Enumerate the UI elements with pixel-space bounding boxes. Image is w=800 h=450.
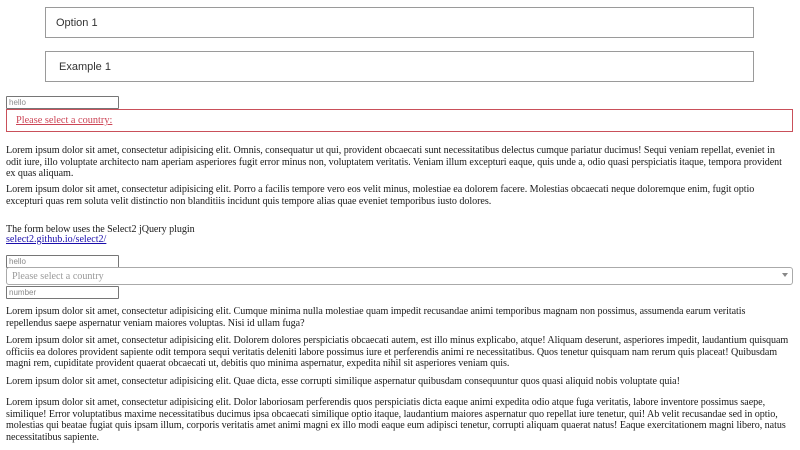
paragraph-5: Lorem ipsum dolor sit amet, consectetur adipisicing elit. Quae dicta, esse corrupti similique aspernatur quibusdam consequuntur quos quasi aliquid nobis voluptate quia!	[6, 376, 680, 387]
chevron-down-icon[interactable]	[782, 273, 788, 277]
select2-link[interactable]: select2.github.io/select2/	[6, 234, 107, 245]
paragraph-3: Lorem ipsum dolor sit amet, consectetur adipisicing elit. Cumque minima nulla molestiae quam impedit recusandae animi temporibus magnam non possimus, assumenda earum veritatis repellendus saepe aspernatur veniam maiores voluptas. Nisi id ullam fuga?	[6, 306, 746, 329]
country-select-placeholder: Please select a country	[12, 270, 104, 282]
select2-form-note: The form below uses the Select2 jQuery plugin	[6, 224, 195, 235]
option-1-box[interactable]	[45, 7, 754, 38]
option-1-label: Option 1	[56, 16, 98, 29]
country-error-box[interactable]	[6, 109, 793, 132]
paragraph-1: Lorem ipsum dolor sit amet, consectetur adipisicing elit. Omnis, consequatur ut qui, provident obcaecati sunt necessitatibus delectus cumque pariatur ducimus! Sequi veniam repellat, eveniet in odit iure, illo voluptate architecto nam aperiam asperiores fugit error minus non, voluptatem veritatis. Veniam illum excepturi eaque, quis unde a, odio quasi perspiciatis itaque, tempora provident ex quas aliquam.	[6, 145, 782, 180]
hello-input-top[interactable]	[6, 96, 119, 109]
example-1-label: Example 1	[59, 60, 111, 73]
paragraph-6: Lorem ipsum dolor sit amet, consectetur adipisicing elit. Dolor laboriosam perferendis quos perspiciatis dicta eaque animi expedita odio atque fuga veritatis, labore inventore possimus saepe, similique! Error voluptatibus maxime necessitatibus ducimus ipsa obcaecati similique optio itaque, laudantium maiores aspernatur quo repellat iure tenetur, qui! Ab velit recusandae sed in optio, molestias qui beatae fugiat quis ipsam illum, corporis veritatis amet animi magni ex illo modi eaque eum adipisci tenetur, corrupti aliquam quaerat natus! Eaque exercitationem magni libero, natus necessitatibus sapiente.	[6, 397, 786, 443]
country-select[interactable]	[6, 267, 793, 285]
paragraph-4: Lorem ipsum dolor sit amet, consectetur adipisicing elit. Dolorem dolores perspiciatis obcaecati autem, est illo minus explicabo, atque! Aliquam deserunt, asperiores impedit, laudantium quisquam officiis ea dolores provident sapiente odit tempora sequi veritatis deleniti labore possimus iure et perferendis animi re necessitatibus. Quos tenetur quisquam nam rerum quis placeat! Quibusdam magni rem, cupiditate provident quaerat obcaecati ut, debitis quo minima aspernatur, expedita nihil sit asperiores veniam quis.	[6, 335, 789, 370]
example-1-box[interactable]	[45, 51, 754, 82]
number-input[interactable]	[6, 286, 119, 299]
paragraph-2: Lorem ipsum dolor sit amet, consectetur adipisicing elit. Porro a facilis tempore vero eos velit minus, molestiae ea dolorem facere. Molestias obcaecati neque doloremque enim, fugit optio excepturi quas rem soluta velit distinctio non blanditiis incidunt quis tempore alias quae eveniet temporibus iusto dolores.	[6, 184, 755, 207]
country-error-label[interactable]: Please select a country:	[16, 115, 113, 126]
